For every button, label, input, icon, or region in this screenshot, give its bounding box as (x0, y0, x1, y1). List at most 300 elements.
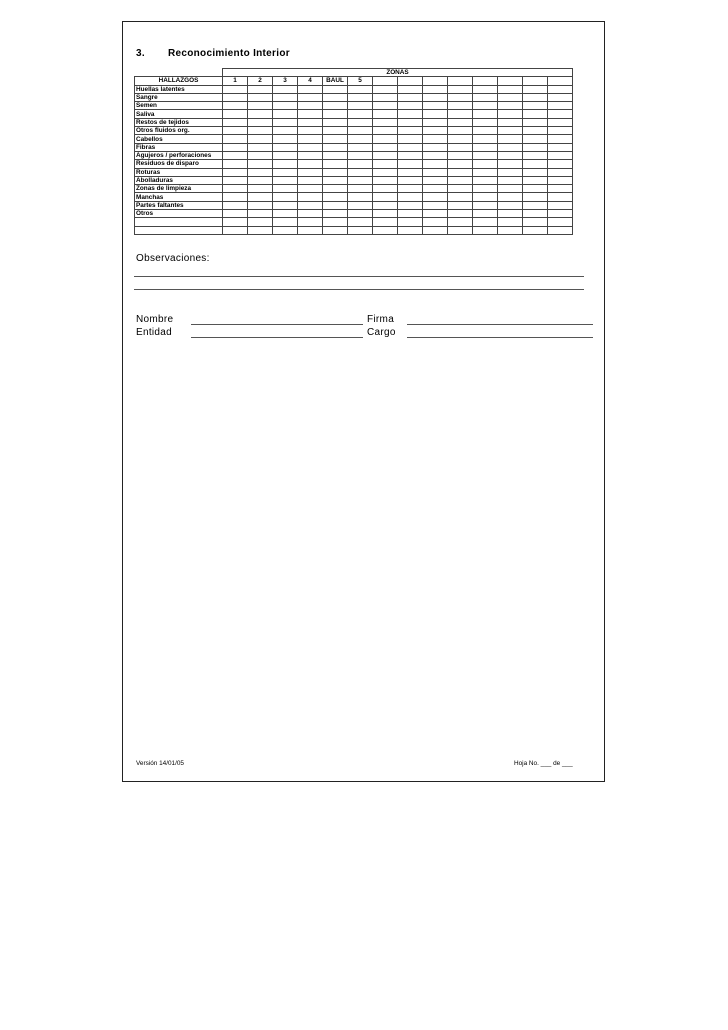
zone-checkbox-cell[interactable] (273, 226, 298, 234)
zone-checkbox-cell[interactable] (298, 135, 323, 143)
zone-checkbox-cell[interactable] (523, 102, 548, 110)
zone-checkbox-cell[interactable] (348, 135, 373, 143)
entidad-line[interactable] (191, 337, 363, 338)
zone-checkbox-cell[interactable] (348, 85, 373, 93)
zone-checkbox-cell[interactable] (348, 118, 373, 126)
zone-checkbox-cell[interactable] (348, 210, 373, 218)
zone-checkbox-cell[interactable] (523, 118, 548, 126)
zone-checkbox-cell[interactable] (423, 193, 448, 201)
zone-checkbox-cell[interactable] (473, 218, 498, 226)
zone-checkbox-cell[interactable] (373, 176, 398, 184)
zone-checkbox-cell[interactable] (323, 185, 348, 193)
zone-checkbox-cell[interactable] (548, 210, 573, 218)
zone-checkbox-cell[interactable] (323, 85, 348, 93)
zone-checkbox-cell[interactable] (323, 93, 348, 101)
table-corner-cell (135, 69, 223, 77)
zone-checkbox-cell[interactable] (223, 176, 248, 184)
firma-line[interactable] (407, 324, 593, 325)
zone-checkbox-cell[interactable] (373, 193, 398, 201)
entidad-label: Entidad (136, 327, 173, 338)
zone-checkbox-cell[interactable] (398, 226, 423, 234)
zone-checkbox-cell[interactable] (473, 193, 498, 201)
zone-checkbox-cell[interactable] (323, 143, 348, 151)
cargo-line[interactable] (407, 337, 593, 338)
observaciones-line-1[interactable] (134, 276, 584, 277)
finding-label: Saliva (135, 110, 223, 118)
firma-label: Firma (367, 314, 395, 325)
zone-checkbox-cell[interactable] (498, 218, 523, 226)
nombre-label: Nombre (136, 314, 174, 325)
zone-checkbox-cell[interactable] (223, 210, 248, 218)
zone-checkbox-cell[interactable] (223, 102, 248, 110)
zone-checkbox-cell[interactable] (448, 218, 473, 226)
zone-checkbox-cell[interactable] (523, 226, 548, 234)
zone-checkbox-cell[interactable] (348, 93, 373, 101)
zone-checkbox-cell[interactable] (548, 85, 573, 93)
zone-checkbox-cell[interactable] (348, 160, 373, 168)
zone-checkbox-cell[interactable] (373, 143, 398, 151)
observaciones-line-2[interactable] (134, 289, 584, 290)
zone-checkbox-cell[interactable] (473, 176, 498, 184)
zone-checkbox-cell[interactable] (248, 210, 273, 218)
finding-label: Huellas latentes (135, 85, 223, 93)
zone-checkbox-cell[interactable] (323, 160, 348, 168)
zone-checkbox-cell[interactable] (498, 135, 523, 143)
zone-checkbox-cell[interactable] (473, 143, 498, 151)
zone-checkbox-cell[interactable] (298, 160, 323, 168)
zone-checkbox-cell[interactable] (548, 168, 573, 176)
finding-label: Sangre (135, 93, 223, 101)
zone-checkbox-cell[interactable] (523, 218, 548, 226)
zone-checkbox-cell[interactable] (248, 226, 273, 234)
zone-checkbox-cell[interactable] (548, 110, 573, 118)
zone-checkbox-cell[interactable] (448, 226, 473, 234)
zone-checkbox-cell[interactable] (473, 168, 498, 176)
zone-checkbox-cell[interactable] (323, 151, 348, 159)
zone-checkbox-cell[interactable] (373, 85, 398, 93)
finding-label: Abolladuras (135, 176, 223, 184)
zone-checkbox-cell[interactable] (448, 185, 473, 193)
observaciones-label: Observaciones: (136, 253, 210, 264)
zone-checkbox-cell[interactable] (498, 143, 523, 151)
zone-checkbox-cell[interactable] (523, 168, 548, 176)
zone-checkbox-cell[interactable] (248, 218, 273, 226)
zone-checkbox-cell[interactable] (273, 85, 298, 93)
zone-checkbox-cell[interactable] (548, 226, 573, 234)
zone-checkbox-cell[interactable] (498, 176, 523, 184)
zone-checkbox-cell[interactable] (223, 135, 248, 143)
zone-checkbox-cell[interactable] (398, 118, 423, 126)
zone-checkbox-cell[interactable] (398, 185, 423, 193)
zone-checkbox-cell[interactable] (523, 135, 548, 143)
zone-checkbox-cell[interactable] (498, 93, 523, 101)
zone-checkbox-cell[interactable] (298, 143, 323, 151)
zone-checkbox-cell[interactable] (223, 110, 248, 118)
finding-label: Otros (135, 210, 223, 218)
table-row (135, 160, 573, 168)
zone-checkbox-cell[interactable] (423, 110, 448, 118)
zone-checkbox-cell[interactable] (248, 185, 273, 193)
zone-checkbox-cell[interactable] (448, 110, 473, 118)
zone-checkbox-cell[interactable] (298, 151, 323, 159)
zone-checkbox-cell[interactable] (298, 193, 323, 201)
zone-checkbox-cell[interactable] (223, 85, 248, 93)
zone-column-header: 3 (273, 77, 298, 85)
table-row (135, 93, 573, 101)
zone-column-header: 2 (248, 77, 273, 85)
zone-checkbox-cell[interactable] (523, 176, 548, 184)
finding-label: Partes faltantes (135, 201, 223, 209)
zone-checkbox-cell[interactable] (273, 210, 298, 218)
zone-checkbox-cell[interactable] (498, 210, 523, 218)
zone-checkbox-cell[interactable] (348, 218, 373, 226)
zone-checkbox-cell[interactable] (273, 151, 298, 159)
zone-checkbox-cell[interactable] (448, 143, 473, 151)
zone-checkbox-cell[interactable] (373, 110, 398, 118)
zone-checkbox-cell[interactable] (423, 118, 448, 126)
zone-checkbox-cell[interactable] (273, 143, 298, 151)
table-row (135, 118, 573, 126)
zone-checkbox-cell[interactable] (348, 143, 373, 151)
zone-checkbox-cell[interactable] (498, 168, 523, 176)
zone-checkbox-cell[interactable] (298, 201, 323, 209)
zone-checkbox-cell[interactable] (498, 151, 523, 159)
zone-checkbox-cell[interactable] (548, 102, 573, 110)
zone-checkbox-cell[interactable] (248, 143, 273, 151)
zone-checkbox-cell[interactable] (298, 85, 323, 93)
zone-checkbox-cell[interactable] (323, 102, 348, 110)
table-row (135, 110, 573, 118)
zone-checkbox-cell[interactable] (248, 93, 273, 101)
zone-checkbox-cell[interactable] (273, 118, 298, 126)
nombre-line[interactable] (191, 324, 363, 325)
zone-checkbox-cell[interactable] (548, 127, 573, 135)
zone-column-header (398, 77, 423, 85)
zone-checkbox-cell[interactable] (298, 168, 323, 176)
zone-column-header (448, 77, 473, 85)
zone-checkbox-cell[interactable] (548, 93, 573, 101)
zone-checkbox-cell[interactable] (273, 127, 298, 135)
zone-checkbox-cell[interactable] (273, 110, 298, 118)
zone-checkbox-cell[interactable] (448, 102, 473, 110)
zone-checkbox-cell[interactable] (523, 193, 548, 201)
zone-checkbox-cell[interactable] (223, 168, 248, 176)
zone-checkbox-cell[interactable] (423, 151, 448, 159)
zone-checkbox-cell[interactable] (373, 226, 398, 234)
zone-checkbox-cell[interactable] (223, 151, 248, 159)
zone-checkbox-cell[interactable] (423, 127, 448, 135)
zone-checkbox-cell[interactable] (473, 102, 498, 110)
zone-checkbox-cell[interactable] (298, 127, 323, 135)
zone-checkbox-cell[interactable] (473, 93, 498, 101)
zone-checkbox-cell[interactable] (548, 218, 573, 226)
zone-checkbox-cell[interactable] (273, 185, 298, 193)
zone-checkbox-cell[interactable] (223, 93, 248, 101)
zone-checkbox-cell[interactable] (448, 85, 473, 93)
zone-checkbox-cell[interactable] (373, 93, 398, 101)
zone-checkbox-cell[interactable] (373, 135, 398, 143)
finding-label: Manchas (135, 193, 223, 201)
zone-checkbox-cell[interactable] (398, 93, 423, 101)
zone-checkbox-cell[interactable] (548, 176, 573, 184)
zone-checkbox-cell[interactable] (473, 85, 498, 93)
zone-checkbox-cell[interactable] (548, 193, 573, 201)
zone-checkbox-cell[interactable] (498, 127, 523, 135)
table-row (135, 168, 573, 176)
zone-checkbox-cell[interactable] (423, 201, 448, 209)
zone-checkbox-cell[interactable] (498, 226, 523, 234)
zone-checkbox-cell[interactable] (448, 160, 473, 168)
zone-checkbox-cell[interactable] (223, 143, 248, 151)
zone-checkbox-cell[interactable] (423, 93, 448, 101)
zone-checkbox-cell[interactable] (548, 135, 573, 143)
zone-checkbox-cell[interactable] (348, 102, 373, 110)
zone-checkbox-cell[interactable] (398, 110, 423, 118)
zone-checkbox-cell[interactable] (323, 201, 348, 209)
zone-checkbox-cell[interactable] (348, 110, 373, 118)
zone-checkbox-cell[interactable] (498, 185, 523, 193)
zone-checkbox-cell[interactable] (298, 176, 323, 184)
zone-checkbox-cell[interactable] (248, 85, 273, 93)
zone-checkbox-cell[interactable] (348, 168, 373, 176)
zone-checkbox-cell[interactable] (398, 168, 423, 176)
zone-checkbox-cell[interactable] (348, 127, 373, 135)
zone-checkbox-cell[interactable] (248, 127, 273, 135)
zone-checkbox-cell[interactable] (248, 151, 273, 159)
zone-checkbox-cell[interactable] (473, 110, 498, 118)
zone-checkbox-cell[interactable] (373, 160, 398, 168)
zone-checkbox-cell[interactable] (423, 185, 448, 193)
zone-checkbox-cell[interactable] (448, 168, 473, 176)
table-row (135, 143, 573, 151)
zone-checkbox-cell[interactable] (398, 102, 423, 110)
zone-checkbox-cell[interactable] (373, 102, 398, 110)
zone-checkbox-cell[interactable] (273, 160, 298, 168)
zone-checkbox-cell[interactable] (498, 193, 523, 201)
section-number: 3. (136, 48, 145, 59)
zone-checkbox-cell[interactable] (523, 210, 548, 218)
zone-checkbox-cell[interactable] (398, 201, 423, 209)
zone-checkbox-cell[interactable] (373, 168, 398, 176)
zone-checkbox-cell[interactable] (548, 151, 573, 159)
zone-checkbox-cell[interactable] (423, 85, 448, 93)
zone-checkbox-cell[interactable] (398, 135, 423, 143)
zone-checkbox-cell[interactable] (223, 127, 248, 135)
zone-checkbox-cell[interactable] (323, 168, 348, 176)
zone-checkbox-cell[interactable] (448, 176, 473, 184)
zone-checkbox-cell[interactable] (548, 201, 573, 209)
zone-checkbox-cell[interactable] (448, 193, 473, 201)
zone-checkbox-cell[interactable] (398, 160, 423, 168)
zone-checkbox-cell[interactable] (423, 160, 448, 168)
zone-checkbox-cell[interactable] (323, 226, 348, 234)
zone-checkbox-cell[interactable] (398, 151, 423, 159)
zone-checkbox-cell[interactable] (348, 201, 373, 209)
zone-checkbox-cell[interactable] (398, 127, 423, 135)
table-row (135, 85, 573, 93)
zone-checkbox-cell[interactable] (523, 143, 548, 151)
zone-checkbox-cell[interactable] (348, 193, 373, 201)
zone-checkbox-cell[interactable] (448, 201, 473, 209)
zone-checkbox-cell[interactable] (523, 160, 548, 168)
zone-checkbox-cell[interactable] (498, 118, 523, 126)
zone-checkbox-cell[interactable] (248, 193, 273, 201)
zone-checkbox-cell[interactable] (423, 176, 448, 184)
zone-column-header (548, 77, 573, 85)
zone-checkbox-cell[interactable] (448, 210, 473, 218)
zone-checkbox-cell[interactable] (348, 185, 373, 193)
zone-column-header: 5 (348, 77, 373, 85)
zone-checkbox-cell[interactable] (523, 85, 548, 93)
zone-checkbox-cell[interactable] (298, 218, 323, 226)
zone-checkbox-cell[interactable] (398, 143, 423, 151)
zone-checkbox-cell[interactable] (373, 218, 398, 226)
zone-column-header: 4 (298, 77, 323, 85)
zone-checkbox-cell[interactable] (423, 102, 448, 110)
zone-checkbox-cell[interactable] (323, 193, 348, 201)
zone-checkbox-cell[interactable] (448, 93, 473, 101)
zone-checkbox-cell[interactable] (348, 151, 373, 159)
zone-checkbox-cell[interactable] (473, 185, 498, 193)
zone-checkbox-cell[interactable] (323, 210, 348, 218)
zone-checkbox-cell[interactable] (448, 118, 473, 126)
zone-checkbox-cell[interactable] (473, 160, 498, 168)
zone-checkbox-cell[interactable] (273, 176, 298, 184)
zone-checkbox-cell[interactable] (473, 127, 498, 135)
zone-column-header: 1 (223, 77, 248, 85)
zone-checkbox-cell[interactable] (223, 160, 248, 168)
zone-checkbox-cell[interactable] (273, 93, 298, 101)
zone-checkbox-cell[interactable] (273, 201, 298, 209)
zone-checkbox-cell[interactable] (473, 151, 498, 159)
zone-checkbox-cell[interactable] (273, 218, 298, 226)
zone-checkbox-cell[interactable] (373, 151, 398, 159)
zone-checkbox-cell[interactable] (423, 143, 448, 151)
zone-checkbox-cell[interactable] (423, 218, 448, 226)
finding-label: Cabellos (135, 135, 223, 143)
table-row (135, 176, 573, 184)
zone-column-header (523, 77, 548, 85)
zone-checkbox-cell[interactable] (523, 93, 548, 101)
zone-checkbox-cell[interactable] (323, 218, 348, 226)
zone-checkbox-cell[interactable] (223, 201, 248, 209)
zone-checkbox-cell[interactable] (298, 118, 323, 126)
zone-checkbox-cell[interactable] (523, 201, 548, 209)
zone-checkbox-cell[interactable] (523, 110, 548, 118)
table-row (135, 193, 573, 201)
zone-checkbox-cell[interactable] (223, 185, 248, 193)
version-text: Versión 14/01/05 (136, 760, 184, 767)
zone-checkbox-cell[interactable] (498, 110, 523, 118)
table-row (135, 151, 573, 159)
zone-checkbox-cell[interactable] (273, 102, 298, 110)
zone-checkbox-cell[interactable] (223, 193, 248, 201)
zone-checkbox-cell[interactable] (223, 226, 248, 234)
finding-label (135, 218, 223, 226)
finding-label: Otros fluidos org. (135, 127, 223, 135)
zone-checkbox-cell[interactable] (473, 210, 498, 218)
zone-checkbox-cell[interactable] (323, 176, 348, 184)
zone-checkbox-cell[interactable] (248, 110, 273, 118)
zone-checkbox-cell[interactable] (548, 160, 573, 168)
zone-checkbox-cell[interactable] (448, 135, 473, 143)
zone-checkbox-cell[interactable] (523, 151, 548, 159)
zone-checkbox-cell[interactable] (248, 201, 273, 209)
zone-checkbox-cell[interactable] (248, 176, 273, 184)
zone-column-header: BAUL (323, 77, 348, 85)
zone-checkbox-cell[interactable] (498, 102, 523, 110)
zone-checkbox-cell[interactable] (323, 110, 348, 118)
zone-checkbox-cell[interactable] (523, 127, 548, 135)
zone-checkbox-cell[interactable] (298, 102, 323, 110)
table-row (135, 218, 573, 226)
zone-checkbox-cell[interactable] (398, 210, 423, 218)
zone-checkbox-cell[interactable] (498, 85, 523, 93)
zone-checkbox-cell[interactable] (323, 127, 348, 135)
zone-checkbox-cell[interactable] (473, 118, 498, 126)
table-row (135, 210, 573, 218)
zone-checkbox-cell[interactable] (423, 210, 448, 218)
zone-checkbox-cell[interactable] (548, 185, 573, 193)
table-row (135, 135, 573, 143)
zone-checkbox-cell[interactable] (273, 135, 298, 143)
zone-checkbox-cell[interactable] (448, 151, 473, 159)
zone-checkbox-cell[interactable] (473, 135, 498, 143)
zone-checkbox-cell[interactable] (223, 118, 248, 126)
zone-checkbox-cell[interactable] (373, 201, 398, 209)
zone-checkbox-cell[interactable] (323, 118, 348, 126)
zone-checkbox-cell[interactable] (373, 118, 398, 126)
zone-checkbox-cell[interactable] (423, 226, 448, 234)
zone-checkbox-cell[interactable] (298, 93, 323, 101)
zone-checkbox-cell[interactable] (398, 85, 423, 93)
zone-checkbox-cell[interactable] (448, 127, 473, 135)
zone-checkbox-cell[interactable] (523, 185, 548, 193)
cargo-label: Cargo (367, 327, 396, 338)
zone-checkbox-cell[interactable] (498, 201, 523, 209)
zone-checkbox-cell[interactable] (273, 193, 298, 201)
zone-checkbox-cell[interactable] (373, 185, 398, 193)
zone-checkbox-cell[interactable] (548, 143, 573, 151)
zone-checkbox-cell[interactable] (223, 218, 248, 226)
zone-checkbox-cell[interactable] (423, 168, 448, 176)
zone-checkbox-cell[interactable] (373, 127, 398, 135)
zone-checkbox-cell[interactable] (248, 118, 273, 126)
zone-checkbox-cell[interactable] (348, 176, 373, 184)
zone-checkbox-cell[interactable] (323, 135, 348, 143)
zone-checkbox-cell[interactable] (248, 168, 273, 176)
zone-checkbox-cell[interactable] (248, 160, 273, 168)
zone-checkbox-cell[interactable] (473, 201, 498, 209)
zone-checkbox-cell[interactable] (248, 135, 273, 143)
zone-checkbox-cell[interactable] (398, 176, 423, 184)
zone-checkbox-cell[interactable] (423, 135, 448, 143)
zone-checkbox-cell[interactable] (498, 160, 523, 168)
zone-checkbox-cell[interactable] (548, 118, 573, 126)
zone-checkbox-cell[interactable] (298, 226, 323, 234)
zone-checkbox-cell[interactable] (273, 168, 298, 176)
zone-column-header (498, 77, 523, 85)
zone-checkbox-cell[interactable] (298, 210, 323, 218)
zone-checkbox-cell[interactable] (348, 226, 373, 234)
zone-checkbox-cell[interactable] (373, 210, 398, 218)
zone-checkbox-cell[interactable] (248, 102, 273, 110)
zone-checkbox-cell[interactable] (473, 226, 498, 234)
zone-checkbox-cell[interactable] (398, 193, 423, 201)
zone-checkbox-cell[interactable] (298, 110, 323, 118)
zone-checkbox-cell[interactable] (398, 218, 423, 226)
zone-checkbox-cell[interactable] (298, 185, 323, 193)
